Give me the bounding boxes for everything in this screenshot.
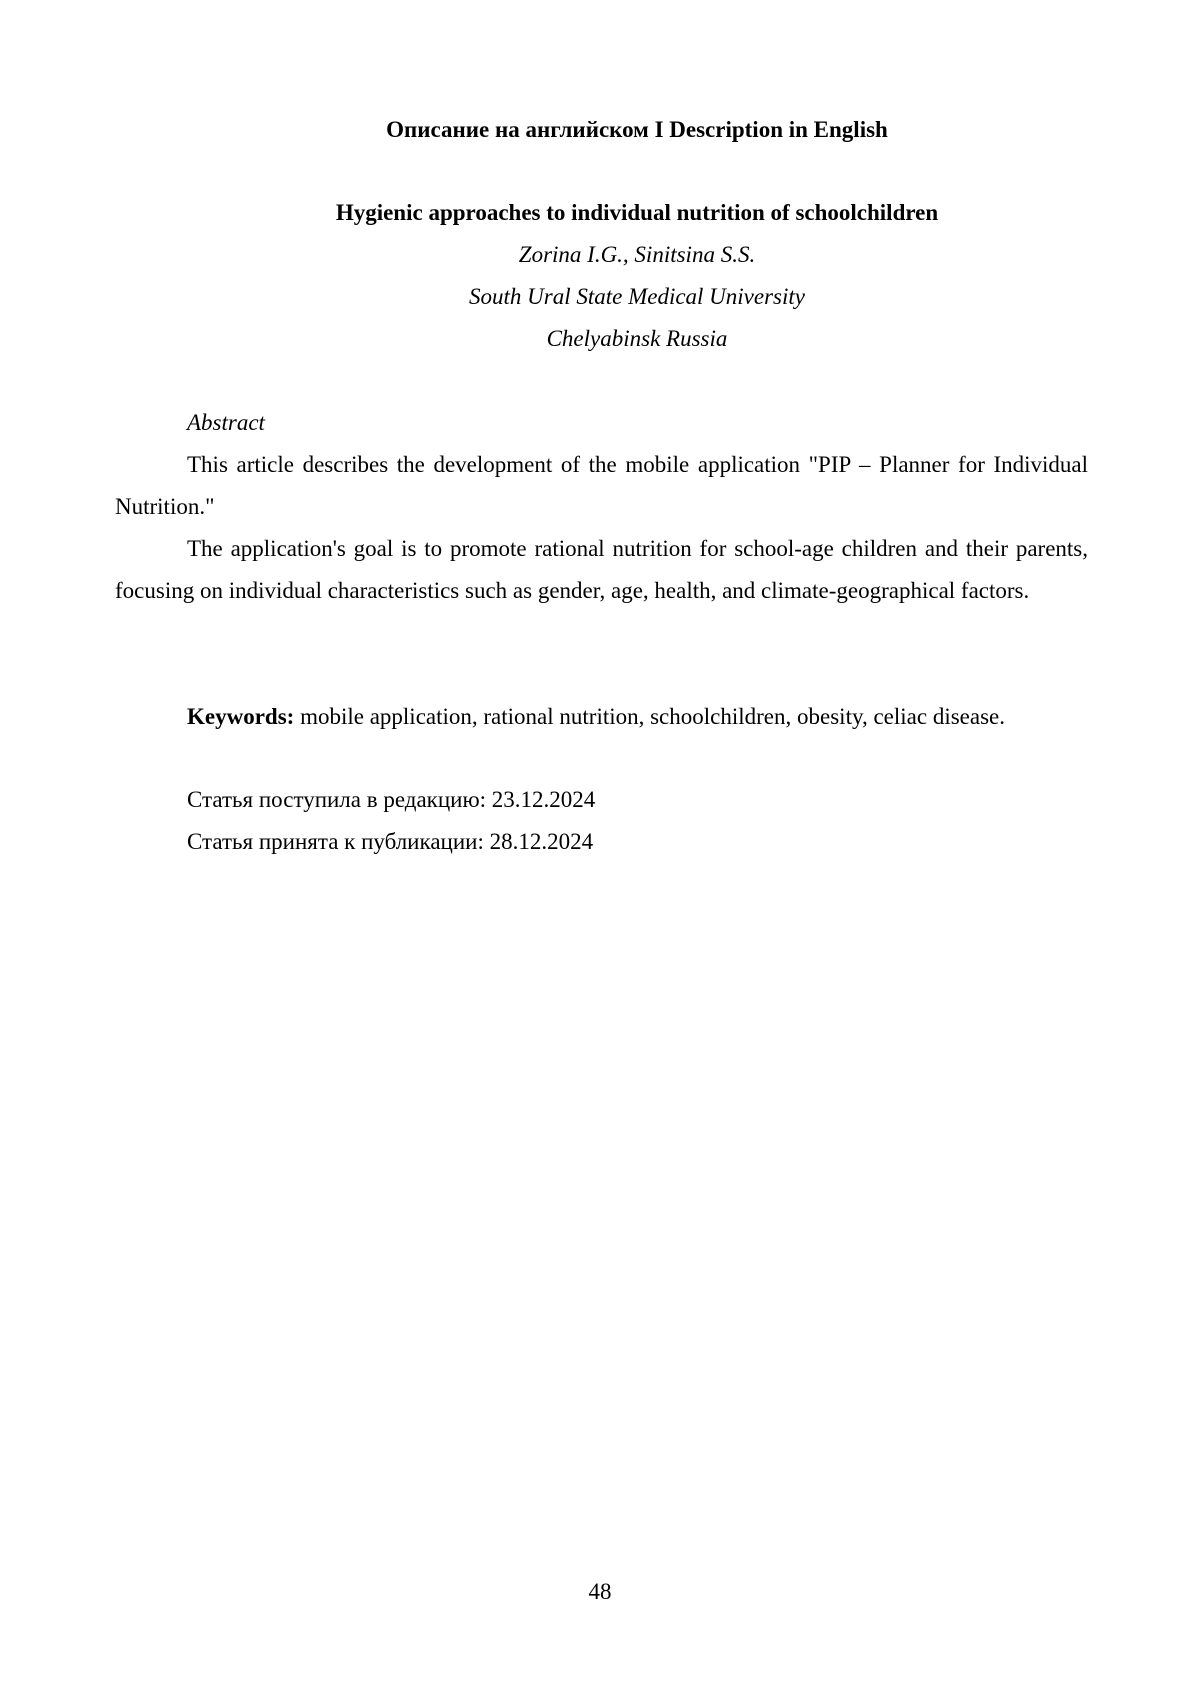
authors: Zorina I.G., Sinitsina S.S.	[518, 242, 756, 267]
abstract-heading: Abstract	[187, 410, 265, 435]
article-title: Hygienic approaches to individual nutrition of schoolchildren	[335, 200, 939, 225]
page-number: 48	[588, 1579, 612, 1604]
keywords-text: mobile application, rational nutrition, schoolchildren, obesity, celiac disease.	[294, 704, 1005, 729]
keywords-label: Keywords:	[187, 704, 295, 729]
abstract-paragraph-2: The application's goal is to promote rational nutrition for school-age children and their parents, focusing on individual characteristics such as gender, age, health, and climate-geographical factors.	[115, 536, 1088, 603]
location: Chelyabinsk Russia	[546, 326, 728, 351]
abstract-paragraph-1: This article describes the development of the mobile application "PIP – Planner for Individual Nutrition."	[115, 452, 1088, 519]
accepted-date: Статья принята к публикации: 28.12.2024	[187, 829, 594, 854]
affiliation: South Ural State Medical University	[469, 284, 805, 309]
keywords-line	[187, 703, 1005, 731]
section-title: Описание на английском I Description in English	[386, 117, 888, 142]
received-date: Статья поступила в редакцию: 23.12.2024	[187, 787, 596, 812]
